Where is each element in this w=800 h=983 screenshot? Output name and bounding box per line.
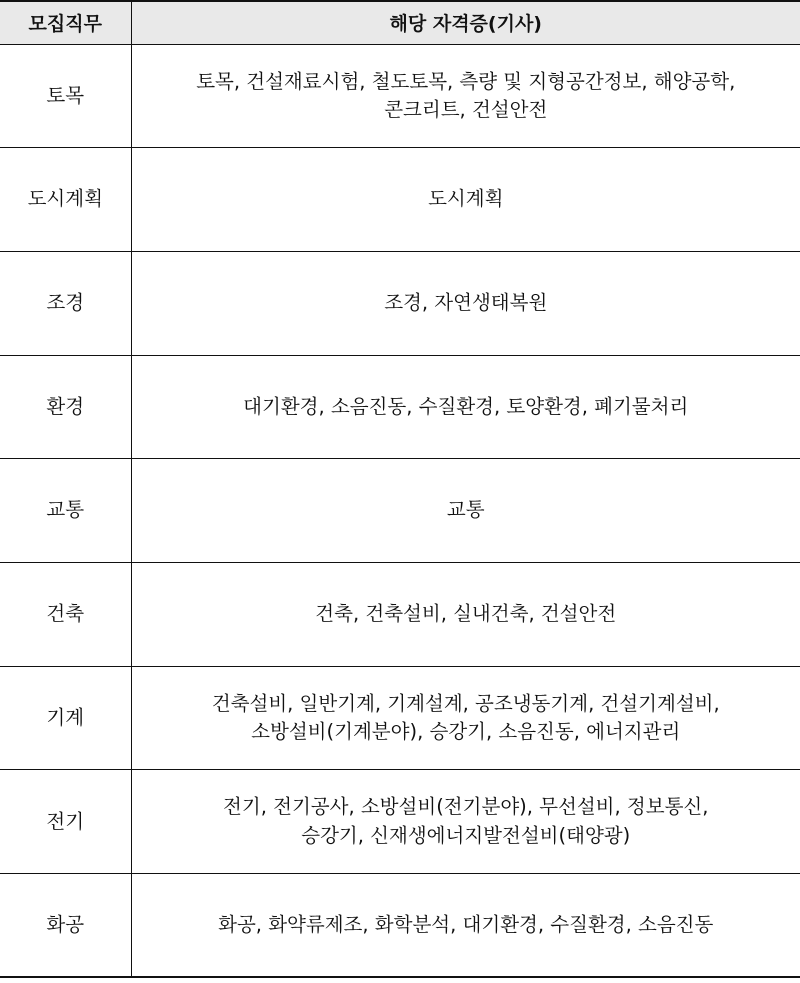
header-cert-cell: 해당 자격증(기사) bbox=[131, 1, 800, 44]
cert-cell bbox=[131, 770, 800, 874]
cert-line: 화공, 화약류제조, 화학분석, 대기환경, 수질환경, 소음진동 bbox=[218, 912, 714, 936]
header-job-cell: 모집직무 bbox=[0, 1, 131, 44]
table-row bbox=[0, 770, 800, 874]
table-row bbox=[0, 355, 800, 459]
table-row bbox=[0, 251, 800, 355]
cert-line: 건축, 건축설비, 실내건축, 건설안전 bbox=[315, 602, 617, 626]
job-cell: 환경 bbox=[0, 355, 131, 459]
cert-cell bbox=[131, 251, 800, 355]
table-row bbox=[0, 666, 800, 770]
cert-line: 건축설비, 일반기계, 기계설계, 공조냉동기계, 건설기계설비, bbox=[211, 691, 720, 715]
cert-cell bbox=[131, 562, 800, 666]
cert-line: 토목, 건설재료시험, 철도토목, 측량 및 지형공간정보, 해양공학, bbox=[196, 69, 736, 93]
job-cell: 건축 bbox=[0, 562, 131, 666]
cert-cell bbox=[131, 874, 800, 978]
cert-line: 도시계획 bbox=[428, 187, 504, 211]
table-row bbox=[0, 459, 800, 563]
header-row bbox=[0, 1, 800, 44]
cert-cell bbox=[131, 44, 800, 148]
job-cell: 전기 bbox=[0, 770, 131, 874]
cert-cell bbox=[131, 355, 800, 459]
job-cell: 기계 bbox=[0, 666, 131, 770]
table-row bbox=[0, 562, 800, 666]
job-cell: 화공 bbox=[0, 874, 131, 978]
job-cell: 도시계획 bbox=[0, 148, 131, 252]
cert-cell bbox=[131, 148, 800, 252]
job-cell: 조경 bbox=[0, 251, 131, 355]
table-row bbox=[0, 148, 800, 252]
cert-cell bbox=[131, 459, 800, 563]
cert-line: 조경, 자연생태복원 bbox=[384, 291, 548, 315]
cert-line: 승강기, 신재생에너지발전설비(태양광) bbox=[301, 823, 631, 847]
job-cell: 토목 bbox=[0, 44, 131, 148]
cert-line: 소방설비(기계분야), 승강기, 소음진동, 에너지관리 bbox=[251, 719, 681, 743]
cert-line: 대기환경, 소음진동, 수질환경, 토양환경, 폐기물처리 bbox=[243, 394, 689, 418]
table-row bbox=[0, 44, 800, 148]
table-row bbox=[0, 874, 800, 978]
cert-line: 교통 bbox=[446, 498, 485, 522]
cert-cell bbox=[131, 666, 800, 770]
cert-line: 콘크리트, 건설안전 bbox=[384, 97, 548, 121]
job-cell: 교통 bbox=[0, 459, 131, 563]
cert-line: 전기, 전기공사, 소방설비(전기분야), 무선설비, 정보통신, bbox=[223, 795, 709, 819]
